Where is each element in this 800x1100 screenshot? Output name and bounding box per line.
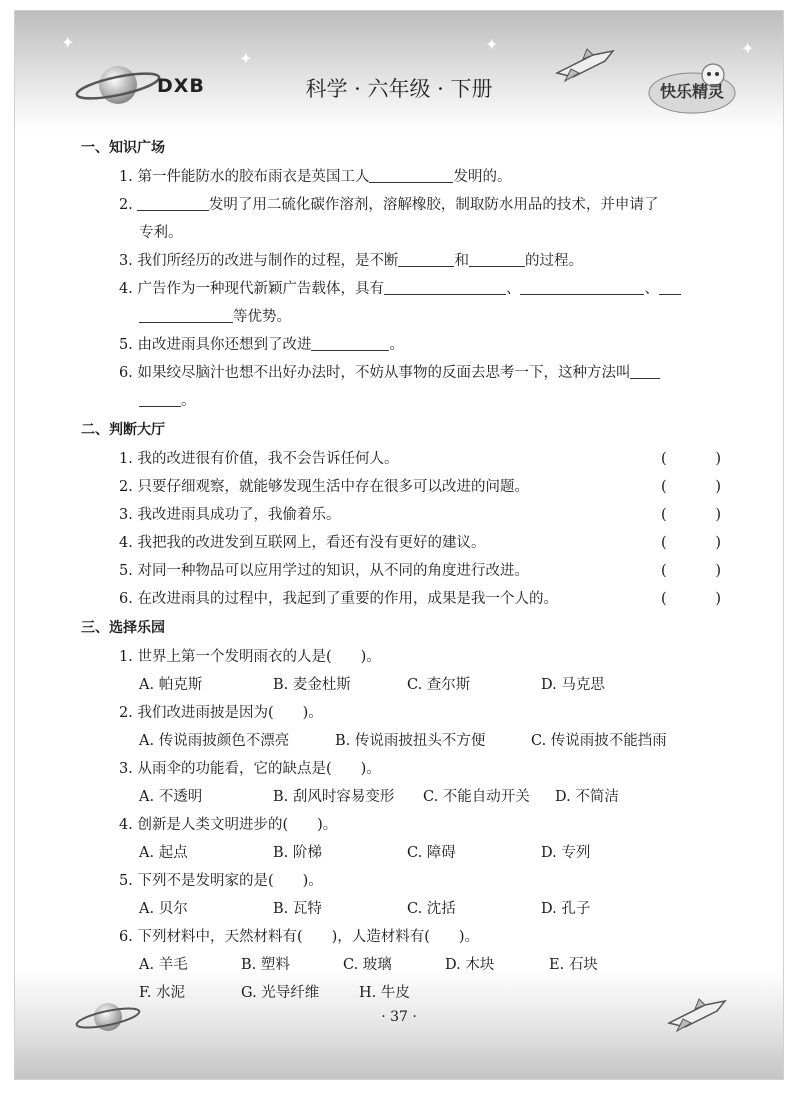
question-text: 5. 对同一种物品可以应用学过的知识，从不同的角度进行改进。 [119, 563, 529, 579]
answer-blank[interactable] [139, 304, 233, 323]
star-icon: ✦ [61, 33, 75, 52]
question-text: 4. 广告作为一种现代新颖广告载体，具有 [119, 281, 384, 297]
answer-parentheses[interactable] [661, 501, 721, 529]
mascot-text: 快乐精灵 [659, 82, 724, 101]
choice-option[interactable]: B. 塑料 [241, 957, 290, 973]
answer-blank[interactable] [137, 192, 209, 211]
choice-option[interactable]: D. 马克思 [541, 677, 605, 693]
page-number: · 37 · [381, 1009, 417, 1025]
choice-question-2-options [81, 727, 721, 755]
question-text: 6. 在改进雨具的过程中，我起到了重要的作用，成果是我一个人的。 [119, 591, 558, 607]
question-number: 2. [119, 197, 133, 213]
answer-parentheses[interactable] [661, 585, 721, 613]
mascot-logo [647, 61, 737, 117]
choice-question-2-stem: 2. 我们改进雨披是因为( )。 [119, 705, 323, 721]
paren-close: ) [715, 563, 721, 579]
paren-close: ) [715, 591, 721, 607]
paren-open: ( [661, 479, 667, 495]
choice-option[interactable]: A. 帕克斯 [139, 677, 203, 693]
paren-close: ) [715, 535, 721, 551]
answer-blank[interactable] [139, 388, 181, 407]
answer-blank[interactable] [369, 164, 453, 183]
question-text: 发明的。 [453, 169, 512, 185]
answer-blank[interactable] [659, 276, 681, 295]
choice-option[interactable]: A. 起点 [139, 845, 188, 861]
choice-option[interactable]: D. 不简洁 [555, 789, 619, 805]
paren-open: ( [661, 507, 667, 523]
brand-logo-text: DXB [157, 75, 205, 97]
answer-blank[interactable] [630, 360, 660, 379]
choice-option[interactable]: B. 麦金杜斯 [273, 677, 351, 693]
section-title-knowledge: 一、知识广场 [81, 140, 165, 156]
star-icon: ✦ [239, 49, 253, 68]
answer-parentheses[interactable] [661, 473, 721, 501]
answer-blank[interactable] [384, 276, 506, 295]
judge-question-1 [81, 445, 721, 473]
fill-question-2 [81, 191, 721, 219]
section-title-choice: 三、选择乐园 [81, 620, 165, 636]
fill-question-4-continued [81, 303, 721, 331]
judge-question-6 [81, 585, 721, 613]
paren-open: ( [661, 451, 667, 467]
question-text: 3. 我们所经历的改进与制作的过程，是不断 [119, 253, 399, 269]
paren-open: ( [661, 535, 667, 551]
question-text: 的过程。 [524, 253, 583, 269]
choice-option[interactable]: A. 贝尔 [139, 901, 188, 917]
choice-question-1-stem: 1. 世界上第一个发明雨衣的人是( )。 [119, 649, 381, 665]
answer-blank[interactable] [398, 248, 454, 267]
workbook-page [14, 10, 784, 1080]
judge-question-5 [81, 557, 721, 585]
question-text: 、 [644, 281, 659, 297]
star-icon: ✦ [485, 35, 499, 54]
question-text: 2. 只要仔细观察，就能够发现生活中存在很多可以改进的问题。 [119, 479, 529, 495]
answer-parentheses[interactable] [661, 557, 721, 585]
choice-option[interactable]: E. 石块 [549, 957, 598, 973]
choice-question-6-options-row2 [81, 979, 721, 1007]
question-text: 专利。 [139, 225, 183, 241]
paren-open: ( [661, 563, 667, 579]
paren-open: ( [661, 591, 667, 607]
judge-question-3 [81, 501, 721, 529]
choice-option[interactable]: C. 障碍 [407, 845, 456, 861]
choice-option[interactable]: C. 玻璃 [343, 957, 392, 973]
choice-question-1-options [81, 671, 721, 699]
choice-option[interactable]: A. 羊毛 [139, 957, 188, 973]
answer-blank[interactable] [469, 248, 525, 267]
paren-close: ) [715, 507, 721, 523]
choice-question-6-stem: 6. 下列材料中，天然材料有( )，人造材料有( )。 [119, 929, 480, 945]
question-text: 。 [181, 393, 196, 409]
choice-question-3-stem: 3. 从雨伞的功能看，它的缺点是( )。 [119, 761, 381, 777]
question-text: 和 [454, 253, 469, 269]
choice-option[interactable]: A. 传说雨披颜色不漂亮 [139, 733, 290, 749]
choice-option[interactable]: B. 阶梯 [273, 845, 322, 861]
judge-question-4 [81, 529, 721, 557]
choice-option[interactable]: D. 孔子 [541, 901, 591, 917]
fill-question-6-continued [81, 387, 721, 415]
fill-question-5 [81, 331, 721, 359]
choice-option[interactable]: G. 光导纤维 [241, 985, 320, 1001]
choice-option[interactable]: C. 查尔斯 [407, 677, 471, 693]
choice-question-3-options [81, 783, 721, 811]
question-text: 1. 第一件能防水的胶布雨衣是英国工人 [119, 169, 370, 185]
choice-question-5-stem: 5. 下列不是发明家的是( )。 [119, 873, 323, 889]
answer-blank[interactable] [311, 332, 389, 351]
fill-question-1 [81, 163, 721, 191]
choice-option[interactable]: B. 刮风时容易变形 [273, 789, 395, 805]
choice-option[interactable]: F. 水泥 [139, 985, 186, 1001]
choice-option[interactable]: H. 牛皮 [359, 985, 410, 1001]
page-title: 科学 · 六年级 · 下册 [305, 77, 493, 101]
choice-option[interactable]: A. 不透明 [139, 789, 203, 805]
question-text: 6. 如果绞尽脑汁也想不出好办法时，不妨从事物的反面去思考一下，这种方法叫 [119, 365, 631, 381]
question-text: 5. 由改进雨具你还想到了改进 [119, 337, 312, 353]
paren-close: ) [715, 479, 721, 495]
fill-question-6 [81, 359, 721, 387]
star-icon: ✦ [741, 39, 755, 58]
section-title-judgment: 二、判断大厅 [81, 422, 165, 438]
question-text: 3. 我改进雨具成功了，我偷着乐。 [119, 507, 341, 523]
answer-parentheses[interactable] [661, 445, 721, 473]
answer-blank[interactable] [520, 276, 644, 295]
choice-option[interactable]: C. 沈括 [407, 901, 456, 917]
worksheet-content [81, 133, 721, 1007]
choice-option[interactable]: B. 瓦特 [273, 901, 322, 917]
fill-question-4 [81, 275, 721, 303]
judge-question-2 [81, 473, 721, 501]
question-text: 、 [505, 281, 521, 297]
question-text: 等优势。 [233, 309, 291, 325]
choice-option[interactable]: C. 不能自动开关 [423, 789, 530, 805]
fill-question-3 [81, 247, 721, 275]
choice-question-4-stem: 4. 创新是人类文明进步的( )。 [119, 817, 338, 833]
choice-option[interactable]: D. 专列 [541, 845, 591, 861]
answer-parentheses[interactable] [661, 529, 721, 557]
question-text: 。 [389, 337, 404, 353]
choice-question-5-options [81, 895, 721, 923]
question-text: 1. 我的改进很有价值，我不会告诉任何人。 [119, 451, 399, 467]
choice-question-4-options [81, 839, 721, 867]
fill-question-2-continued [81, 219, 721, 247]
choice-option[interactable]: C. 传说雨披不能挡雨 [531, 733, 667, 749]
paren-close: ) [715, 451, 721, 467]
choice-option[interactable]: B. 传说雨披扭头不方便 [335, 733, 486, 749]
question-text: 发明了用二硫化碳作溶剂，溶解橡胶，制取防水用品的技术，并申请了 [208, 197, 659, 213]
choice-option[interactable]: D. 木块 [445, 957, 495, 973]
question-text: 4. 我把我的改进发到互联网上，看还有没有更好的建议。 [119, 535, 486, 551]
choice-question-6-options-row1 [81, 951, 721, 979]
